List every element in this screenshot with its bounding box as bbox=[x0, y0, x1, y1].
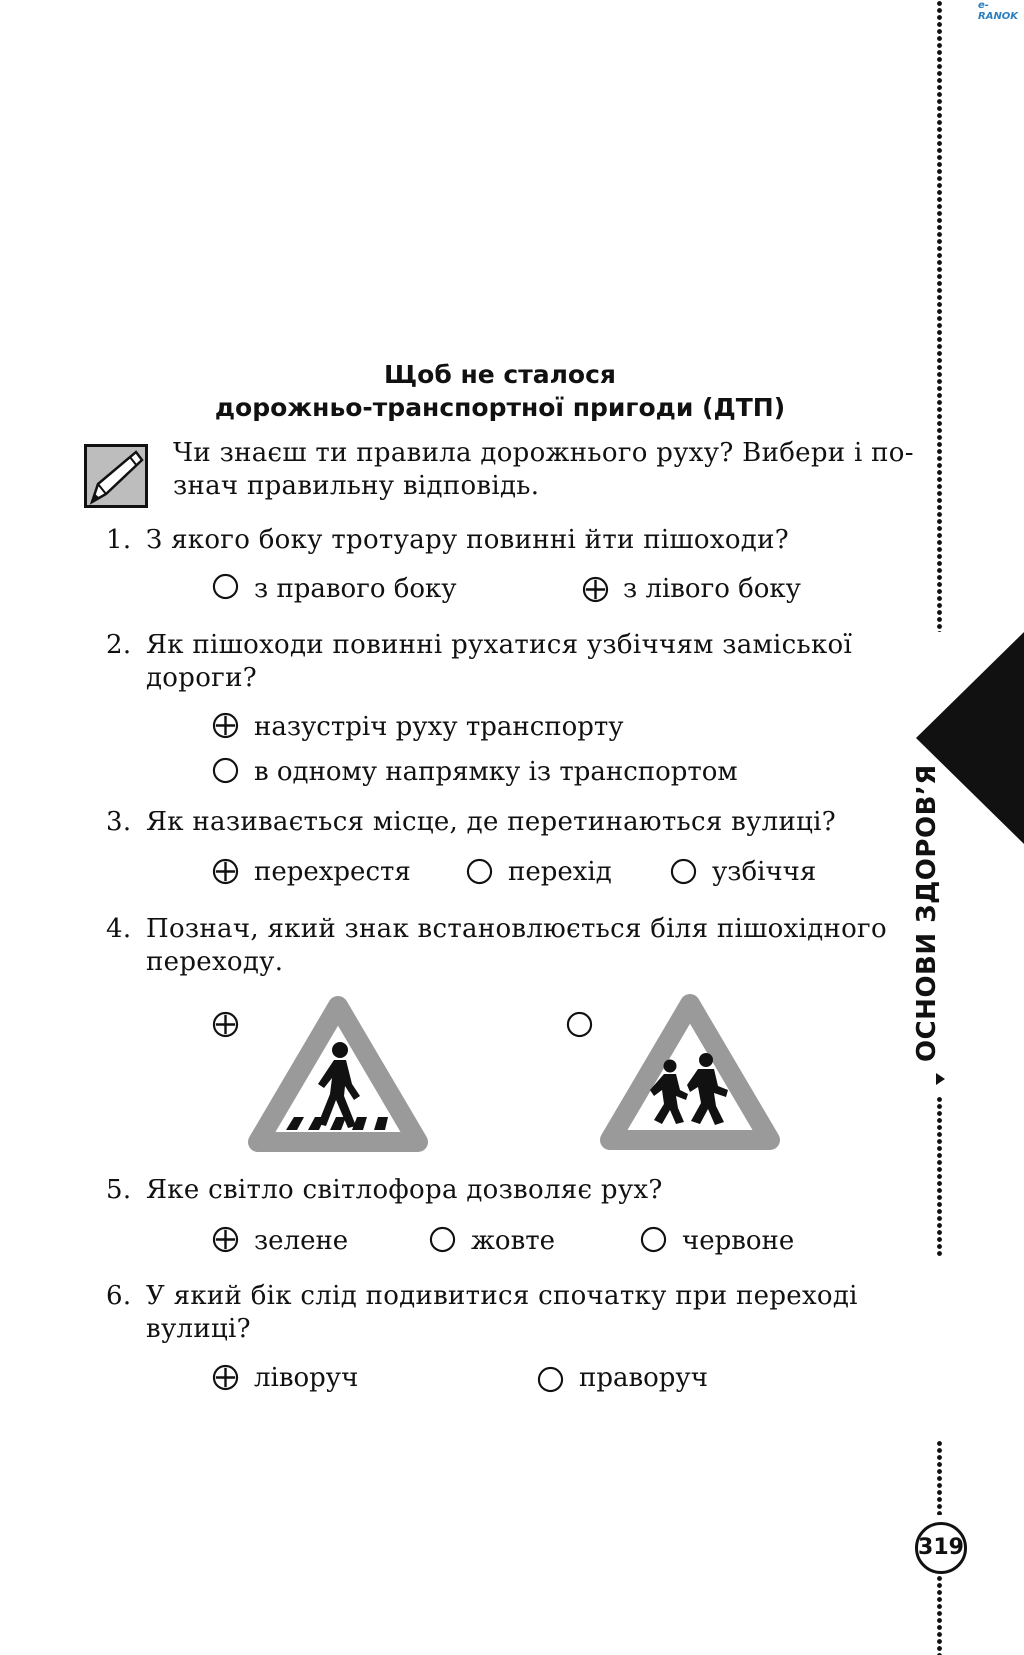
publisher-logo: e-RANOK bbox=[978, 0, 1019, 22]
radio-empty-icon[interactable] bbox=[212, 573, 239, 600]
question-text: З якого боку тротуару повинні йти пішоходи? bbox=[146, 525, 789, 555]
radio-empty-icon[interactable] bbox=[537, 1366, 564, 1393]
radio-empty-icon[interactable] bbox=[670, 858, 697, 885]
question-text: Яке світло світлофора дозволяє рух? bbox=[146, 1175, 663, 1205]
intro-line-1: Чи знаєш ти правила дорожнього руху? Вибери і по- bbox=[173, 438, 914, 468]
question-text: Познач, який знак встановлюється біля пішохідного bbox=[146, 914, 887, 944]
question-text: Як пішоходи повинні рухатися узбіччям заміської bbox=[146, 630, 853, 660]
question-4 bbox=[106, 913, 887, 946]
option-label: ліворуч bbox=[254, 1363, 359, 1393]
question-6 bbox=[106, 1280, 858, 1313]
pedestrian-crossing-sign-icon[interactable] bbox=[246, 992, 430, 1160]
question-number: 5. bbox=[106, 1175, 132, 1205]
intro-line-2: знач правильну відповідь. bbox=[173, 471, 540, 501]
option-label: перехід bbox=[508, 857, 612, 887]
dotted-divider bbox=[937, 0, 942, 632]
question-text: Як називається місце, де перетинаються вулиці? bbox=[146, 807, 836, 837]
radio-checked-icon[interactable] bbox=[212, 858, 239, 885]
option-label: праворуч bbox=[579, 1363, 708, 1393]
radio-checked-icon[interactable] bbox=[212, 1226, 239, 1253]
option-label: зелене bbox=[254, 1226, 349, 1256]
radio-checked-icon[interactable] bbox=[582, 576, 609, 603]
question-text-continued: переходу. bbox=[146, 947, 284, 977]
radio-checked-icon[interactable] bbox=[212, 712, 239, 739]
question-text-continued: вулиці? bbox=[146, 1314, 251, 1344]
section-label: ОСНОВИ ЗДОРОВ’Я bbox=[912, 764, 942, 1062]
radio-checked-icon[interactable] bbox=[212, 1011, 239, 1038]
question-3 bbox=[106, 806, 836, 839]
radio-checked-icon[interactable] bbox=[212, 1364, 239, 1391]
arrow-right-icon bbox=[934, 1072, 946, 1086]
question-text: У який бік слід подивитися спочатку при переході bbox=[146, 1281, 858, 1311]
option-label: назустріч руху транспорту bbox=[254, 712, 624, 742]
page-title-line-1: Щоб не сталося bbox=[384, 360, 616, 389]
dotted-divider bbox=[937, 1440, 942, 1515]
option-label: жовте bbox=[471, 1226, 555, 1256]
radio-empty-icon[interactable] bbox=[212, 757, 239, 784]
option-label: з правого боку bbox=[254, 574, 457, 604]
question-number: 1. bbox=[106, 525, 132, 555]
dotted-divider bbox=[937, 1575, 942, 1655]
option-label: червоне bbox=[682, 1226, 795, 1256]
option-label: перехрестя bbox=[254, 857, 411, 887]
question-number: 4. bbox=[106, 914, 132, 944]
pencil-icon bbox=[84, 444, 148, 508]
radio-empty-icon[interactable] bbox=[566, 1011, 593, 1038]
question-number: 2. bbox=[106, 630, 132, 660]
question-2 bbox=[106, 629, 852, 662]
option-label: узбіччя bbox=[712, 857, 817, 887]
question-text-continued: дороги? bbox=[146, 663, 257, 693]
option-label: з лівого боку bbox=[623, 574, 801, 604]
children-sign-icon[interactable] bbox=[598, 990, 782, 1158]
radio-empty-icon[interactable] bbox=[466, 858, 493, 885]
question-1 bbox=[106, 524, 789, 557]
question-number: 3. bbox=[106, 807, 132, 837]
dotted-divider bbox=[937, 1096, 942, 1256]
option-label: в одному напрямку із транспортом bbox=[254, 757, 738, 787]
question-5 bbox=[106, 1174, 663, 1207]
page-title-line-2: дорожньо-транспортної пригоди (ДТП) bbox=[214, 393, 786, 422]
page-number: 319 bbox=[915, 1522, 967, 1574]
radio-empty-icon[interactable] bbox=[640, 1226, 667, 1253]
radio-empty-icon[interactable] bbox=[429, 1226, 456, 1253]
question-number: 6. bbox=[106, 1281, 132, 1311]
